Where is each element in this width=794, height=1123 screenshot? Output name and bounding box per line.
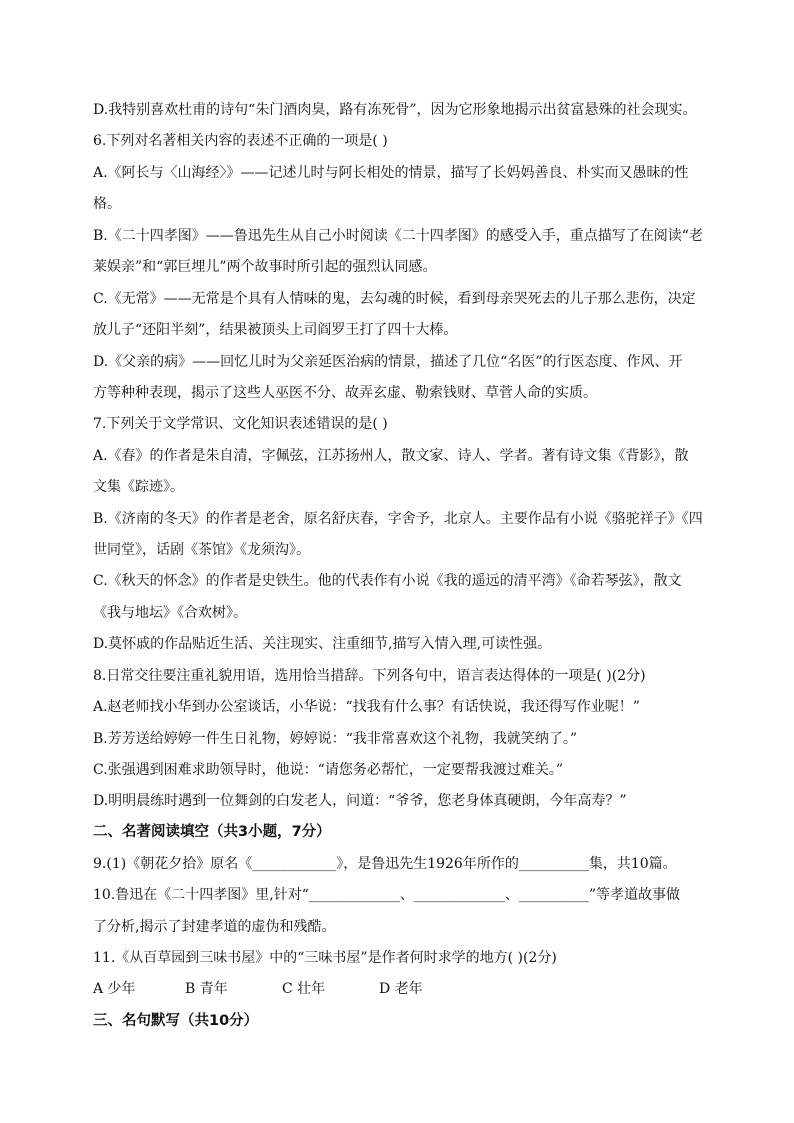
q8-option-b: B.芳芳送给婷婷一件生日礼物，婷婷说：“我非常喜欢这个礼物，我就笑纳了。” <box>93 731 578 747</box>
q10-stem: 10.鲁迅在《二十四孝图》里,针对“_____________、_____________、__________”等孝道故事做 <box>93 887 681 903</box>
q6-option-d-cont: 方等种种表现，揭示了这些人巫医不分、故弄玄虚、勒索钱财、草菅人命的实质。 <box>93 385 597 401</box>
q11-options <box>93 980 709 998</box>
q7-option-a: A.《春》的作者是朱自清，字佩弦，江苏扬州人，散文家、诗人、学者。著有诗文集《背影》，散 <box>93 448 689 464</box>
q6-option-c-cont: 放儿子“还阳半刻”，结果被顶头上司阎罗王打了四十大棒。 <box>93 322 458 338</box>
q7-option-b-cont: 世同堂》，话剧《茶馆》《龙须沟》。 <box>93 542 310 558</box>
q6-option-d: D.《父亲的病》——回忆儿时为父亲延医治病的情景，描述了几位“名医”的行医态度、作风、开 <box>93 354 683 370</box>
section-two-heading: 二、名著阅读填空（共3小题，7分） <box>93 824 331 840</box>
q7-option-c: C.《秋天的怀念》的作者是史铁生。他的代表作有小说《我的遥远的清平湾》《命若琴弦》，散文 <box>93 573 682 589</box>
q11-option-d: D 老年 <box>379 981 423 997</box>
q11-stem: 11.《从百草园到三味书屋》中的“三味书屋”是作者何时求学的地方( )(2分) <box>93 950 557 966</box>
q11-option-c: C 壮年 <box>282 981 326 997</box>
q8-option-c: C.张强遇到困难求助领导时，他说：“请您务必帮忙，一定要帮我渡过难关。” <box>93 762 563 778</box>
q6-option-b: B.《二十四孝图》——鲁迅先生从自己小时阅读《二十四孝图》的感受入手，重点描写了在阅读“老 <box>93 228 703 244</box>
q6-option-a: A.《阿长与〈山海经〉》——记述儿时与阿长相处的情景，描写了长妈妈善良、朴实而又愚昧的性 <box>93 165 689 181</box>
q11-option-a: A 少年 <box>93 981 136 997</box>
q7-option-b: B.《济南的冬天》的作者是老舍，原名舒庆春，字舍予，北京人。主要作品有小说《骆驼祥子》《四 <box>93 511 703 527</box>
q9-stem: 9.(1)《朝花夕拾》原名《____________》，是鲁迅先生1926年所作的__________集，共10篇。 <box>93 856 677 872</box>
q11-option-b: B 青年 <box>185 981 228 997</box>
q8-option-a: A.赵老师找小华到办公室谈话，小华说：“找我有什么事？有话快说，我还得写作业呢！” <box>93 699 640 715</box>
q6-option-a-cont: 格。 <box>93 196 121 212</box>
q7-option-c-cont: 《我与地坛》《合欢树》。 <box>93 605 247 621</box>
q10-stem-cont: 了分析,揭示了封建孝道的虚伪和残酷。 <box>93 919 336 935</box>
q8-stem: 8.日常交往要注重礼貌用语，选用恰当措辞。下列各句中，语言表达得体的一项是( )(2分) <box>93 668 646 684</box>
section-three-heading: 三、名句默写（共10分） <box>93 1013 259 1029</box>
q8-option-d: D.明明晨练时遇到一位舞剑的白发老人，问道：“爷爷，您老身体真硬朗，今年高寿？” <box>93 793 627 809</box>
q7-option-d: D.莫怀戚的作品贴近生活、关注现实、注重细节,描写入情入理,可读性强。 <box>93 636 552 652</box>
q6-option-c: C.《无常》——无常是个具有人情味的鬼，去勾魂的时候，看到母亲哭死去的儿子那么悲伤，决定 <box>93 291 696 307</box>
q7-stem: 7.下列关于文学常识、文化知识表述错误的是( ) <box>93 416 388 432</box>
q6-option-b-cont: 莱娱亲”和“郭巨埋儿”两个故事时所引起的强烈认同感。 <box>93 259 437 275</box>
q6-stem: 6.下列对名著相关内容的表述不正确的一项是( ) <box>93 133 388 149</box>
q5-option-d: D.我特别喜欢杜甫的诗句“朱门酒肉臭，路有冻死骨”，因为它形象地揭示出贫富悬殊的社会现实。 <box>93 102 697 118</box>
q7-option-a-cont: 文集《踪迹》。 <box>93 479 184 495</box>
